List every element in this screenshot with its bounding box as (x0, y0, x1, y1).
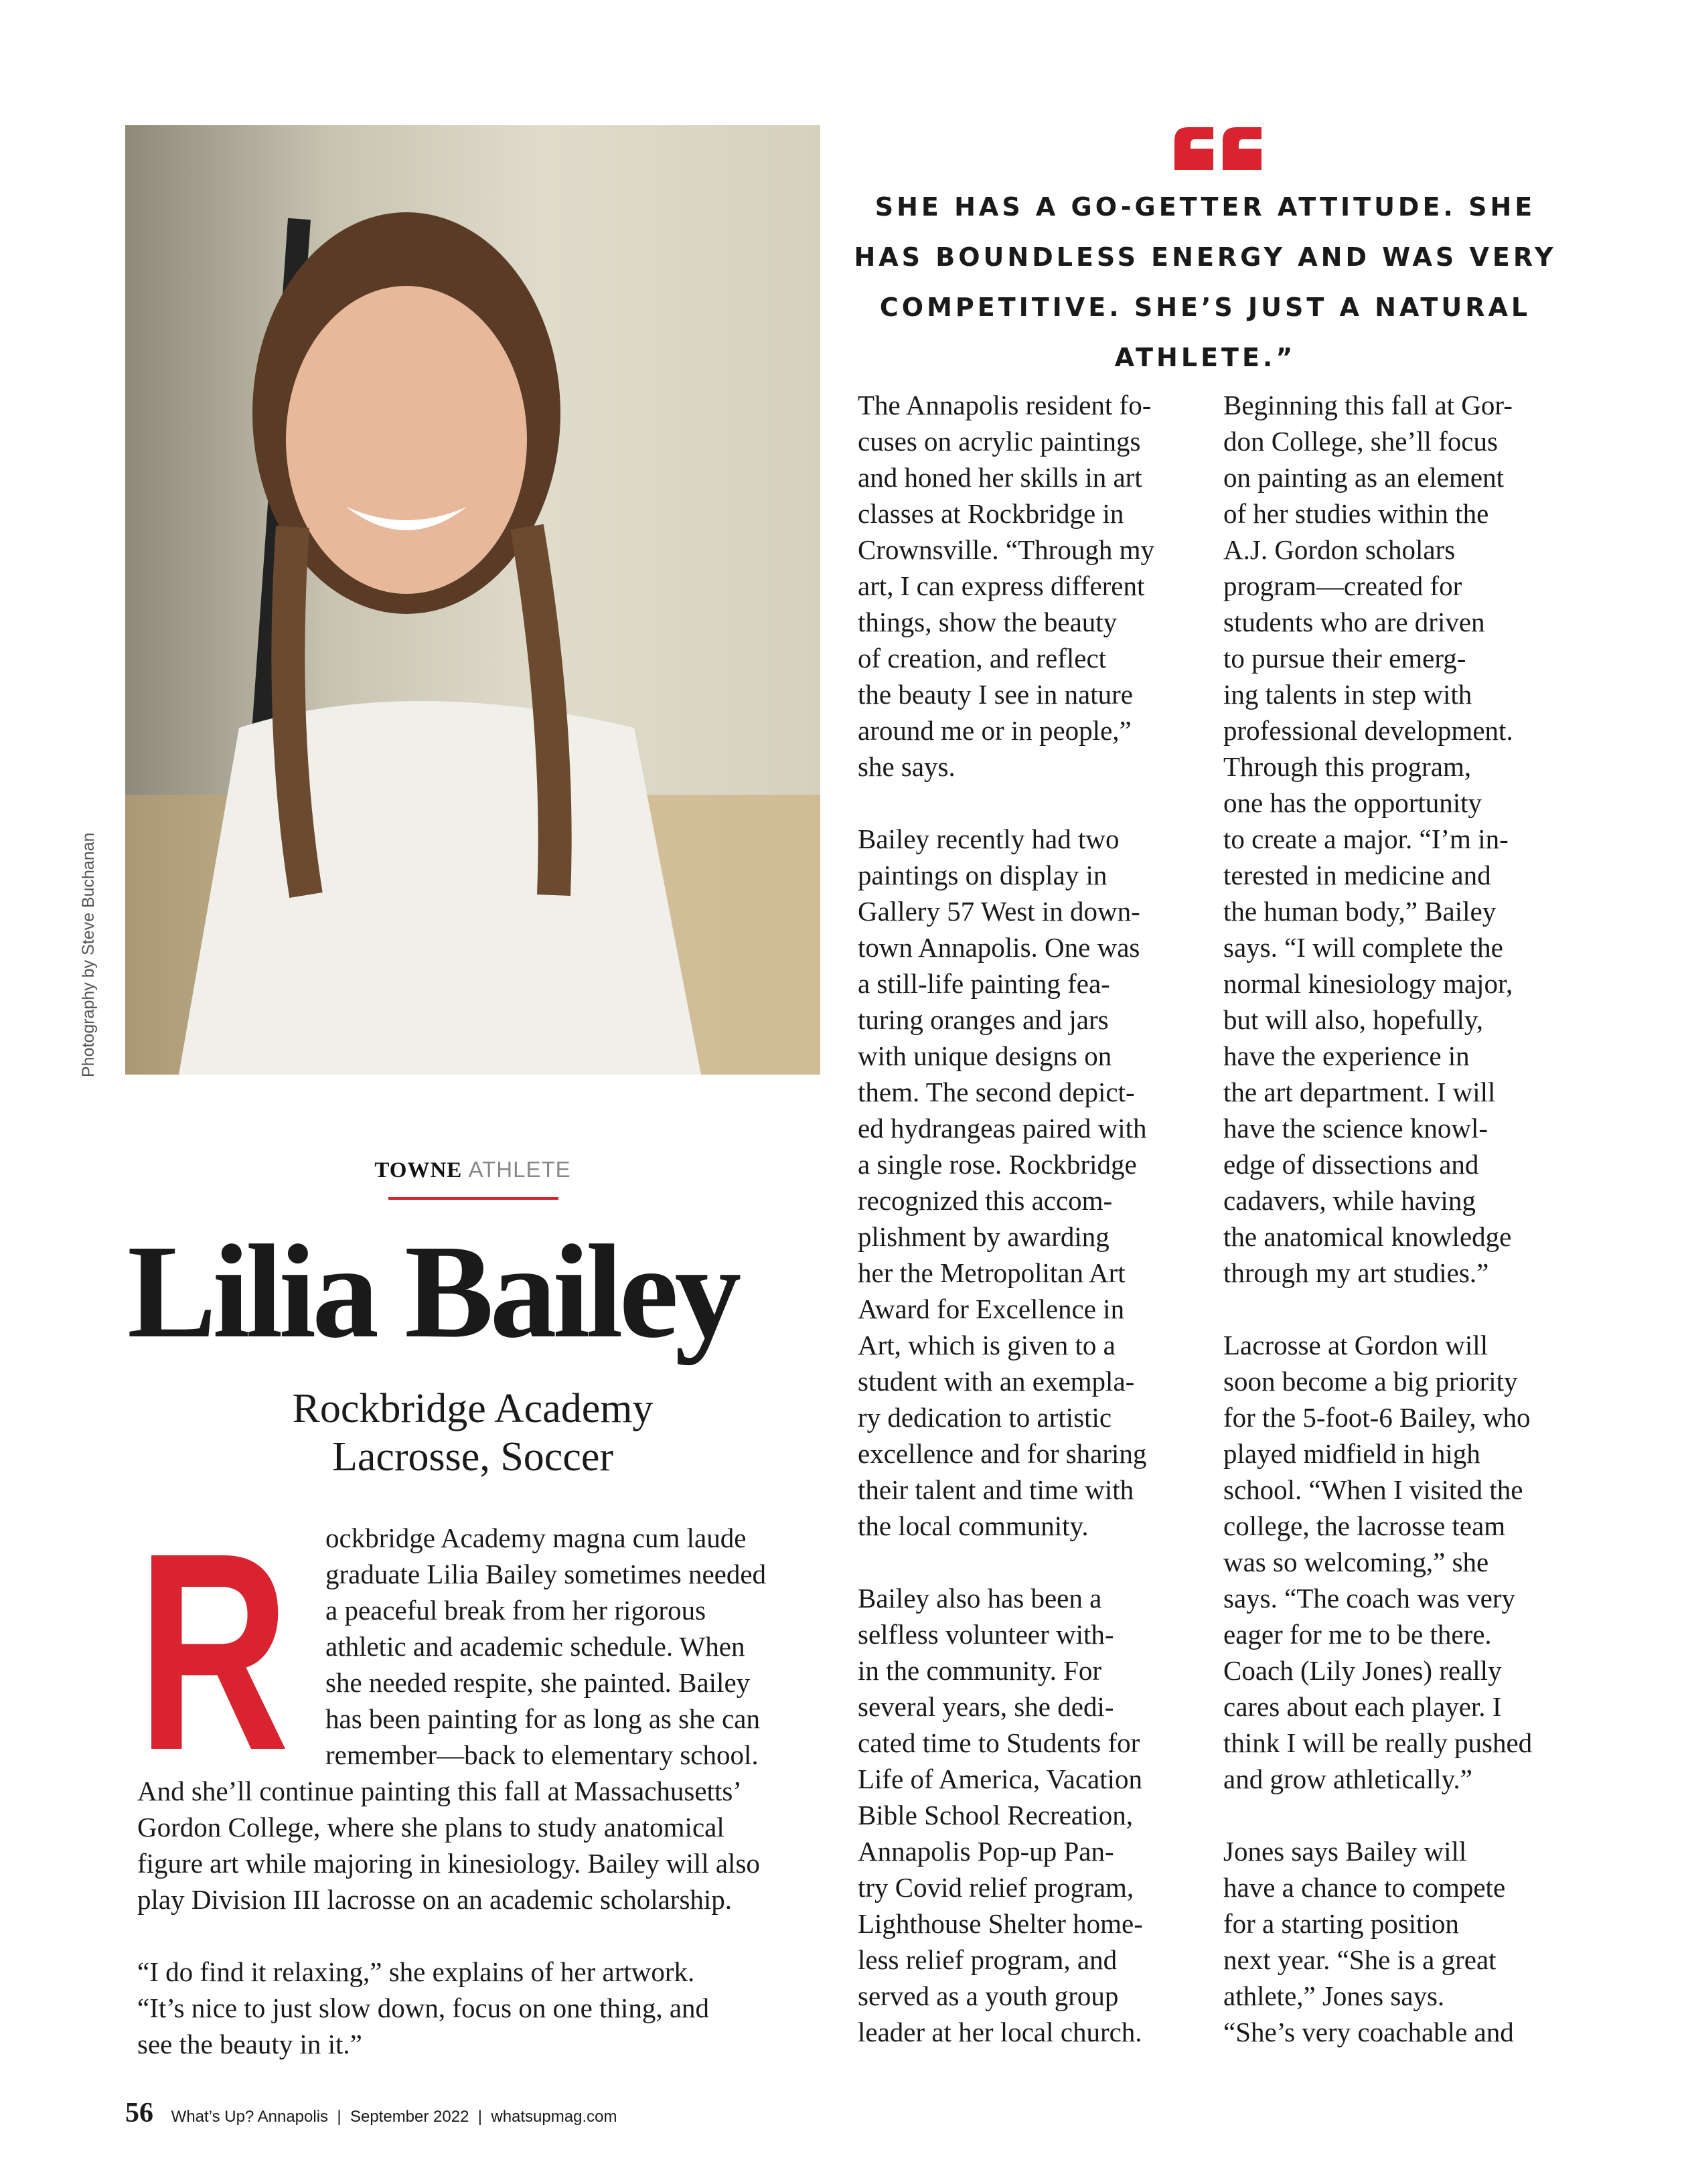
text-line: athletic and academic schedule. When (325, 1631, 745, 1662)
subheadline (138, 1385, 808, 1481)
text-line (858, 1544, 1154, 1580)
text-line: Beginning this fall at Gor- (1223, 390, 1513, 420)
text-line: don College, she’ll focus (1223, 426, 1498, 457)
kicker-underline (388, 1197, 558, 1200)
section-kicker (272, 1157, 674, 1183)
text-line: for a starting position (1223, 1908, 1459, 1939)
text-line (1223, 1291, 1532, 1327)
text-line: student with an exempla- (858, 1366, 1135, 1397)
text-line: Through this program, (1223, 751, 1472, 782)
text-line: their talent and time with (858, 1474, 1134, 1505)
text-line: “It’s nice to just slow down, focus on one thing, and (137, 1993, 710, 2023)
headline: Lilia Bailey (127, 1218, 738, 1366)
page-number: 56 (125, 2098, 153, 2128)
text-line: and grow athletically.” (1223, 1764, 1472, 1794)
text-line: Gordon College, where she plans to study anatomical (137, 1812, 724, 1843)
text-line: students who are driven (1223, 607, 1485, 637)
text-line: but will also, hopefully, (1223, 1004, 1483, 1035)
text-line: “I do find it relaxing,” she explains of her artwork. (137, 1956, 695, 1987)
text-line: she needed respite, she painted. Bailey (325, 1667, 751, 1698)
text-line: remember—back to elementary school. (325, 1739, 759, 1770)
footer-separator: | (337, 2108, 341, 2126)
text-line: Art, which is given to a (858, 1330, 1116, 1360)
text-line: try Covid relief program, (858, 1872, 1134, 1903)
text-line: Lacrosse at Gordon will (1223, 1330, 1488, 1360)
text-line: soon become a big priority (1223, 1366, 1518, 1397)
text-line: has been painting for as long as she can (325, 1703, 760, 1734)
text-line (137, 1918, 766, 1954)
text-line: to create a major. “I’m in- (1223, 824, 1509, 854)
text-line: edge of dissections and (1223, 1149, 1479, 1180)
text-line: college, the lacrosse team (1223, 1510, 1506, 1541)
text-line: through my art studies.” (1223, 1257, 1489, 1288)
text-line: town Annapolis. One was (858, 932, 1140, 963)
text-line: cated time to Students for (858, 1727, 1140, 1758)
text-line: ry dedication to artistic (858, 1402, 1112, 1433)
text-line: think I will be really pushed (1223, 1727, 1533, 1758)
text-line: on painting as an element (1223, 462, 1504, 493)
text-line: a still-life painting fea- (858, 968, 1110, 999)
text-line: recognized this accom- (858, 1185, 1113, 1216)
text-line: with unique designs on (858, 1040, 1112, 1071)
text-line: Bailey also has been a (858, 1583, 1102, 1614)
text-line: graduate Lilia Bailey sometimes needed (325, 1559, 767, 1589)
website-link[interactable]: whatsupmag.com (491, 2108, 617, 2126)
kicker-light: ATHLETE (468, 1157, 571, 1182)
text-line: art, I can express different (858, 570, 1145, 601)
text-line: in the community. For (858, 1655, 1102, 1686)
text-line: to pursue their emerg- (1223, 643, 1466, 674)
text-line: ed hydrangeas paired with (858, 1113, 1147, 1144)
text-line: a single rose. Rockbridge (858, 1149, 1137, 1180)
text-line: for the 5-foot-6 Bailey, who (1223, 1402, 1531, 1433)
text-line: them. The second depict- (858, 1077, 1135, 1107)
text-line: Bailey recently had two (858, 824, 1120, 854)
text-line: play Division III lacrosse on an academic scholarship. (137, 1884, 733, 1915)
text-line: the anatomical knowledge (1223, 1221, 1512, 1252)
text-line: And she’ll continue painting this fall at Massachusetts’ (137, 1776, 742, 1806)
pull-quote-line: SHE HAS A GO-GETTER ATTITUDE. SHE (874, 192, 1536, 222)
text-line: have a chance to compete (1223, 1872, 1506, 1903)
text-line: says. “The coach was very (1223, 1583, 1516, 1614)
text-line: of creation, and reflect (858, 643, 1107, 674)
text-line: have the experience in (1223, 1040, 1470, 1071)
footer-separator: | (477, 2108, 483, 2126)
text-line: terested in medicine and (1223, 860, 1491, 890)
school-name: Rockbridge Academy (292, 1386, 654, 1431)
text-line: A.J. Gordon scholars (1223, 534, 1456, 565)
intro-paragraphs (137, 1495, 767, 2062)
text-line: her the Metropolitan Art (858, 1257, 1126, 1288)
body-column-2 (1223, 387, 1532, 2050)
text-line: Jones says Bailey will (1223, 1836, 1467, 1867)
text-line: normal kinesiology major, (1223, 968, 1513, 999)
text-line: “She’s very coachable and (1223, 2017, 1514, 2047)
text-line: program—created for (1223, 570, 1462, 601)
issue-date: September 2022 (350, 2108, 469, 2126)
magazine-name: What’s Up? Annapolis (171, 2108, 329, 2126)
photo-credit: Photography by Steve Buchanan (79, 832, 98, 1077)
text-line: Annapolis Pop-up Pan- (858, 1836, 1114, 1867)
text-line: she says. (858, 751, 955, 782)
text-line: of her studies within the (1223, 498, 1489, 529)
page-footer (125, 2097, 617, 2129)
text-line: excellence and for sharing (858, 1438, 1147, 1469)
text-line: see the beauty in it.” (137, 2029, 362, 2059)
text-line: classes at Rockbridge in (858, 498, 1124, 529)
text-line: cadavers, while having (1223, 1185, 1476, 1216)
text-line: several years, she dedi- (858, 1691, 1114, 1722)
text-line: paintings on display in (858, 860, 1107, 890)
pull-quote-line: HAS BOUNDLESS ENERGY AND WAS VERY (854, 242, 1557, 272)
text-line: one has the opportunity (1223, 787, 1482, 818)
text-line: school. “When I visited the (1223, 1474, 1523, 1505)
text-line: says. “I will complete the (1223, 932, 1503, 963)
text-line: Gallery 57 West in down- (858, 896, 1140, 927)
sports: Lacrosse, Soccer (331, 1434, 613, 1480)
text-line: professional development. (1223, 715, 1513, 746)
text-line: leader at her local church. (858, 2017, 1142, 2047)
athlete-portrait-photo (125, 125, 820, 1075)
text-line: less relief program, and (858, 1944, 1118, 1975)
text-line: next year. “She is a great (1223, 1944, 1497, 1975)
text-line: Lighthouse Shelter home- (858, 1908, 1143, 1939)
text-line: served as a youth group (858, 1980, 1119, 2011)
text-line: ing talents in step with (1223, 679, 1472, 710)
text-line: The Annapolis resident fo- (858, 390, 1152, 420)
pull-quote-line: COMPETITIVE. SHE’S JUST A NATURAL ATHLETE.” (879, 293, 1531, 372)
text-line: the local community. (858, 1510, 1089, 1541)
drop-cap: R (137, 1495, 290, 1809)
text-line: have the science knowl- (1223, 1113, 1488, 1144)
text-line: cuses on acrylic paintings (858, 426, 1141, 457)
portrait-illustration (125, 125, 820, 1075)
text-line: cares about each player. I (1223, 1691, 1502, 1722)
text-line: a peaceful break from her rigorous (325, 1595, 706, 1626)
text-line (1223, 1797, 1532, 1833)
text-line: ockbridge Academy magna cum laude (325, 1523, 747, 1553)
text-line: Life of America, Vacation (858, 1764, 1143, 1794)
text-line: and honed her skills in art (858, 462, 1142, 493)
text-line: turing oranges and jars (858, 1004, 1109, 1035)
text-line: athlete,” Jones says. (1223, 1980, 1445, 2011)
text-line: was so welcoming,” she (1223, 1547, 1489, 1577)
text-line: around me or in people,” (858, 715, 1132, 746)
text-line: selfless volunteer with- (858, 1619, 1114, 1650)
kicker-strong: TOWNE (374, 1158, 463, 1182)
text-line: plishment by awarding (858, 1221, 1110, 1252)
text-line (858, 785, 1154, 821)
text-line: things, show the beauty (858, 607, 1118, 637)
text-line: Award for Excellence in (858, 1294, 1125, 1324)
text-line: figure art while majoring in kinesiology. Bailey will also (137, 1848, 760, 1879)
text-line: eager for me to be there. (1223, 1619, 1492, 1650)
text-line: played midfield in high (1223, 1438, 1480, 1469)
body-column-1 (858, 387, 1154, 2050)
text-line: Bible School Recreation, (858, 1800, 1134, 1830)
text-line: the beauty I see in nature (858, 679, 1133, 710)
text-line: the art department. I will (1223, 1077, 1496, 1107)
quote-mark-icon (1172, 126, 1266, 171)
text-line: Crownsville. “Through my (858, 534, 1154, 565)
pull-quote (837, 182, 1574, 383)
text-line: the human body,” Bailey (1223, 896, 1497, 927)
text-line: Coach (Lily Jones) really (1223, 1655, 1502, 1686)
